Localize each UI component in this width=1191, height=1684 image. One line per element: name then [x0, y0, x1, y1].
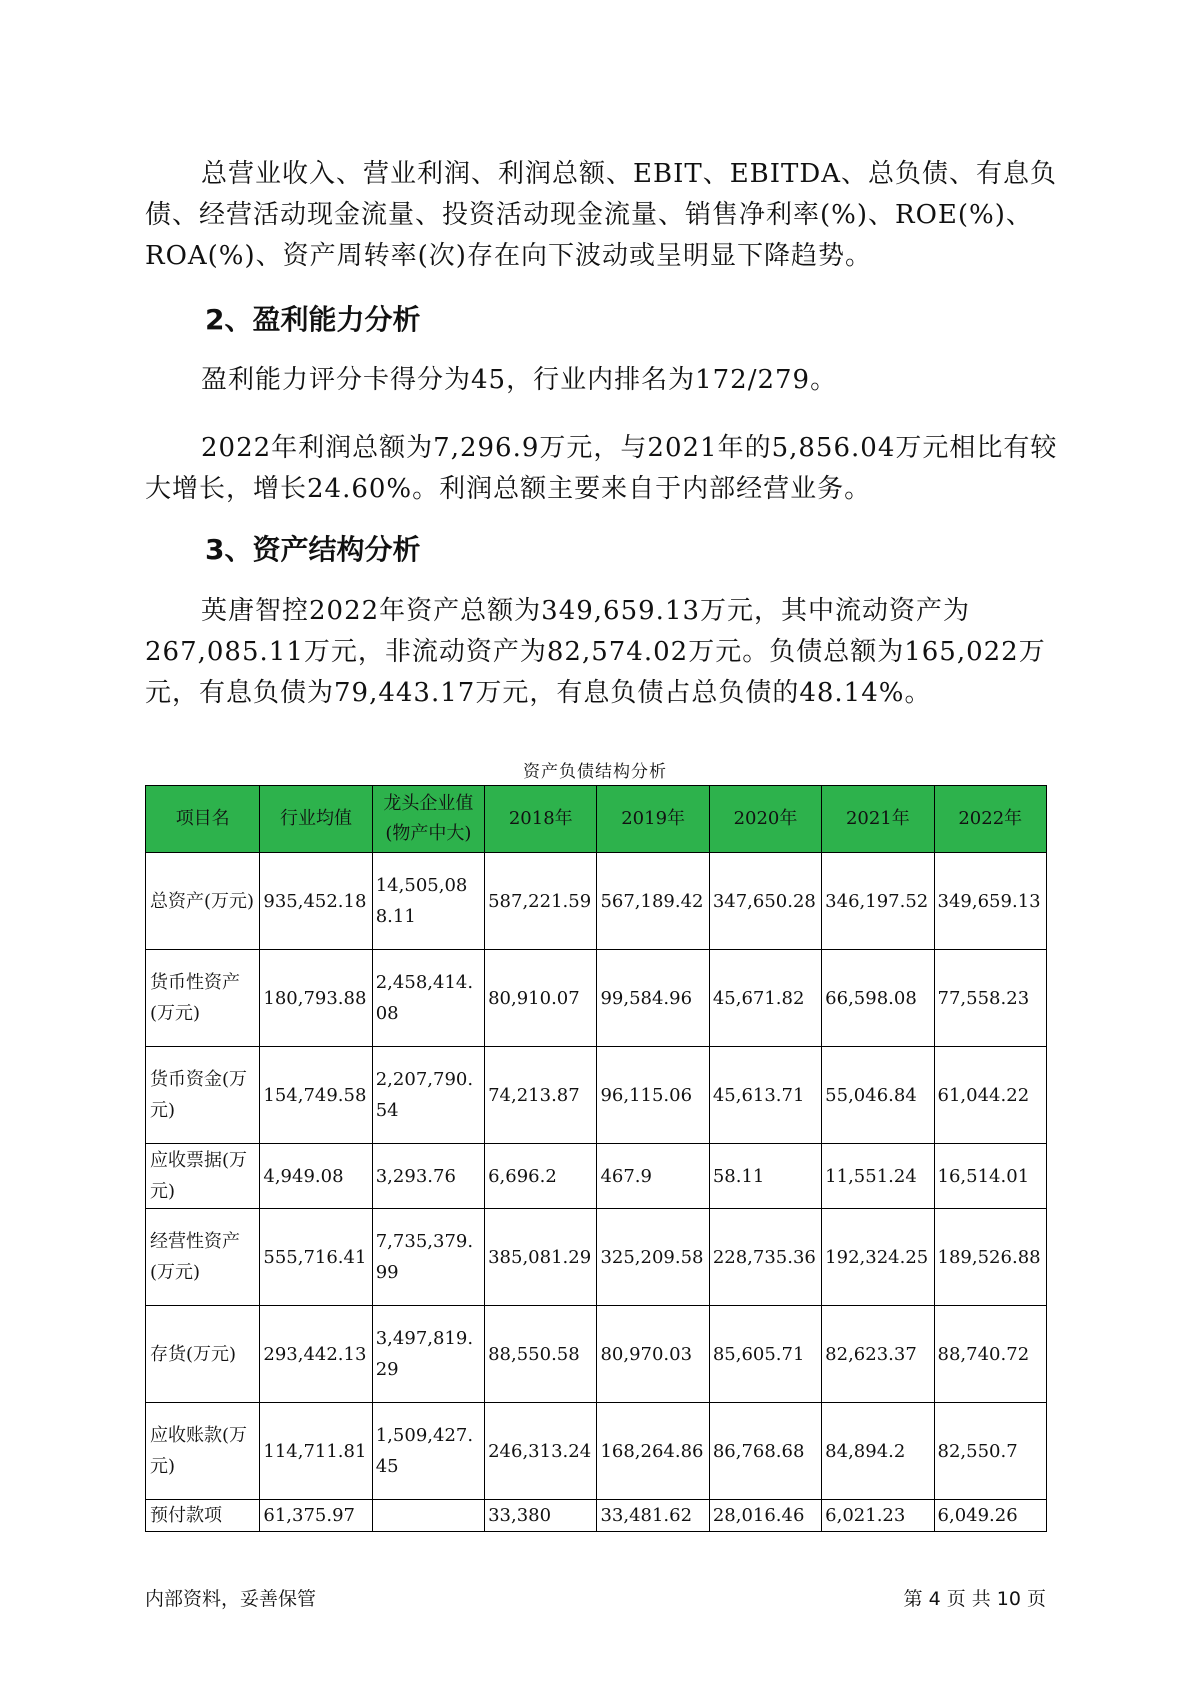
table-row: [146, 1306, 1047, 1403]
row-label: 经营性资产(万元): [146, 1209, 260, 1306]
cell: 346,197.52: [822, 853, 934, 950]
cell: 7,735,379.99: [372, 1209, 484, 1306]
cell: 84,894.2: [822, 1403, 934, 1500]
balance-structure-table: [145, 785, 1047, 1532]
header-item-name: 项目名: [146, 786, 260, 853]
footer-confidential-note: 内部资料，妥善保管: [145, 1588, 317, 1610]
table-row: [146, 1500, 1047, 1532]
cell: 246,313.24: [485, 1403, 597, 1500]
cell: 66,598.08: [822, 950, 934, 1047]
cell: 61,375.97: [260, 1500, 372, 1532]
cell: 935,452.18: [260, 853, 372, 950]
cell: 180,793.88: [260, 950, 372, 1047]
paragraph-trend-summary: [145, 154, 1060, 277]
footer-page-number: 第 4 页 共 10 页: [903, 1588, 1046, 1610]
row-label: 存货(万元): [146, 1306, 260, 1403]
cell: 467.9: [597, 1144, 709, 1209]
row-label: 总资产(万元): [146, 853, 260, 950]
table-row: [146, 1047, 1047, 1144]
cell: 82,623.37: [822, 1306, 934, 1403]
cell: 325,209.58: [597, 1209, 709, 1306]
cell: 587,221.59: [485, 853, 597, 950]
cell: 555,716.41: [260, 1209, 372, 1306]
table-row: [146, 950, 1047, 1047]
paragraph-text: 英唐智控2022年资产总额为349,659.13万元，其中流动资产为267,085.11万元，非流动资产为82,574.02万元。负债总额为165,022万元，有息负债为79,443.17万元，有息负债占总负债的48.14%。: [145, 596, 1046, 708]
table-row: [146, 1403, 1047, 1500]
cell: 33,481.62: [597, 1500, 709, 1532]
cell: 80,970.03: [597, 1306, 709, 1403]
row-label: 应收票据(万元): [146, 1144, 260, 1209]
cell: 14,505,088.11: [372, 853, 484, 950]
cell: 385,081.29: [485, 1209, 597, 1306]
cell: 96,115.06: [597, 1047, 709, 1144]
header-2020: 2020年: [709, 786, 821, 853]
cell: 154,749.58: [260, 1047, 372, 1144]
cell: 347,650.28: [709, 853, 821, 950]
cell: 11,551.24: [822, 1144, 934, 1209]
table-row: [146, 853, 1047, 950]
cell: 567,189.42: [597, 853, 709, 950]
paragraph-total-profit: [145, 428, 1060, 510]
cell: 349,659.13: [934, 853, 1046, 950]
cell: 77,558.23: [934, 950, 1046, 1047]
header-industry-average: 行业均值: [260, 786, 372, 853]
cell: 86,768.68: [709, 1403, 821, 1500]
row-label: 预付款项: [146, 1500, 260, 1532]
cell: 228,735.36: [709, 1209, 821, 1306]
cell: 168,264.86: [597, 1403, 709, 1500]
cell: 3,293.76: [372, 1144, 484, 1209]
cell: 3,497,819.29: [372, 1306, 484, 1403]
cell: 2,458,414.08: [372, 950, 484, 1047]
paragraph-text: 2022年利润总额为7,296.9万元，与2021年的5,856.04万元相比有较大增长，增长24.60%。利润总额主要来自于内部经营业务。: [145, 433, 1058, 504]
cell: 1,509,427.45: [372, 1403, 484, 1500]
cell: 88,740.72: [934, 1306, 1046, 1403]
cell: 33,380: [485, 1500, 597, 1532]
cell: 45,671.82: [709, 950, 821, 1047]
paragraph-text: 盈利能力评分卡得分为45，行业内排名为172/279。: [201, 365, 838, 395]
cell: 6,049.26: [934, 1500, 1046, 1532]
header-leader-value: 龙头企业值(物产中大): [372, 786, 484, 853]
paragraph-profitability-score: [145, 360, 1060, 401]
cell: 55,046.84: [822, 1047, 934, 1144]
cell: 6,021.23: [822, 1500, 934, 1532]
header-2021: 2021年: [822, 786, 934, 853]
cell: 99,584.96: [597, 950, 709, 1047]
cell: 2,207,790.54: [372, 1047, 484, 1144]
table-row: [146, 1144, 1047, 1209]
table-caption: 资产负债结构分析: [523, 762, 667, 782]
cell: 192,324.25: [822, 1209, 934, 1306]
header-2018: 2018年: [485, 786, 597, 853]
section-heading-profitability: 2、盈利能力分析: [205, 303, 421, 336]
cell: 293,442.13: [260, 1306, 372, 1403]
cell: 45,613.71: [709, 1047, 821, 1144]
cell: 58.11: [709, 1144, 821, 1209]
paragraph-text: 总营业收入、营业利润、利润总额、EBIT、EBITDA、总负债、有息负债、经营活动现金流量、投资活动现金流量、销售净利率(%)、ROE(%)、ROA(%)、资产周转率(次)存在向下波动或呈明显下降趋势。: [145, 159, 1058, 271]
header-2019: 2019年: [597, 786, 709, 853]
cell: 61,044.22: [934, 1047, 1046, 1144]
row-label: 货币资金(万元): [146, 1047, 260, 1144]
cell: 82,550.7: [934, 1403, 1046, 1500]
row-label: 应收账款(万元): [146, 1403, 260, 1500]
cell: 88,550.58: [485, 1306, 597, 1403]
table-row: [146, 1209, 1047, 1306]
header-2022: 2022年: [934, 786, 1046, 853]
paragraph-asset-structure: [145, 591, 1060, 714]
table-header-row: [146, 786, 1047, 853]
cell: 189,526.88: [934, 1209, 1046, 1306]
cell: 6,696.2: [485, 1144, 597, 1209]
cell: 28,016.46: [709, 1500, 821, 1532]
cell: 85,605.71: [709, 1306, 821, 1403]
cell: 16,514.01: [934, 1144, 1046, 1209]
row-label: 货币性资产(万元): [146, 950, 260, 1047]
section-heading-asset-structure: 3、资产结构分析: [205, 533, 421, 566]
cell: 4,949.08: [260, 1144, 372, 1209]
cell: 80,910.07: [485, 950, 597, 1047]
cell: [372, 1500, 484, 1532]
cell: 114,711.81: [260, 1403, 372, 1500]
cell: 74,213.87: [485, 1047, 597, 1144]
